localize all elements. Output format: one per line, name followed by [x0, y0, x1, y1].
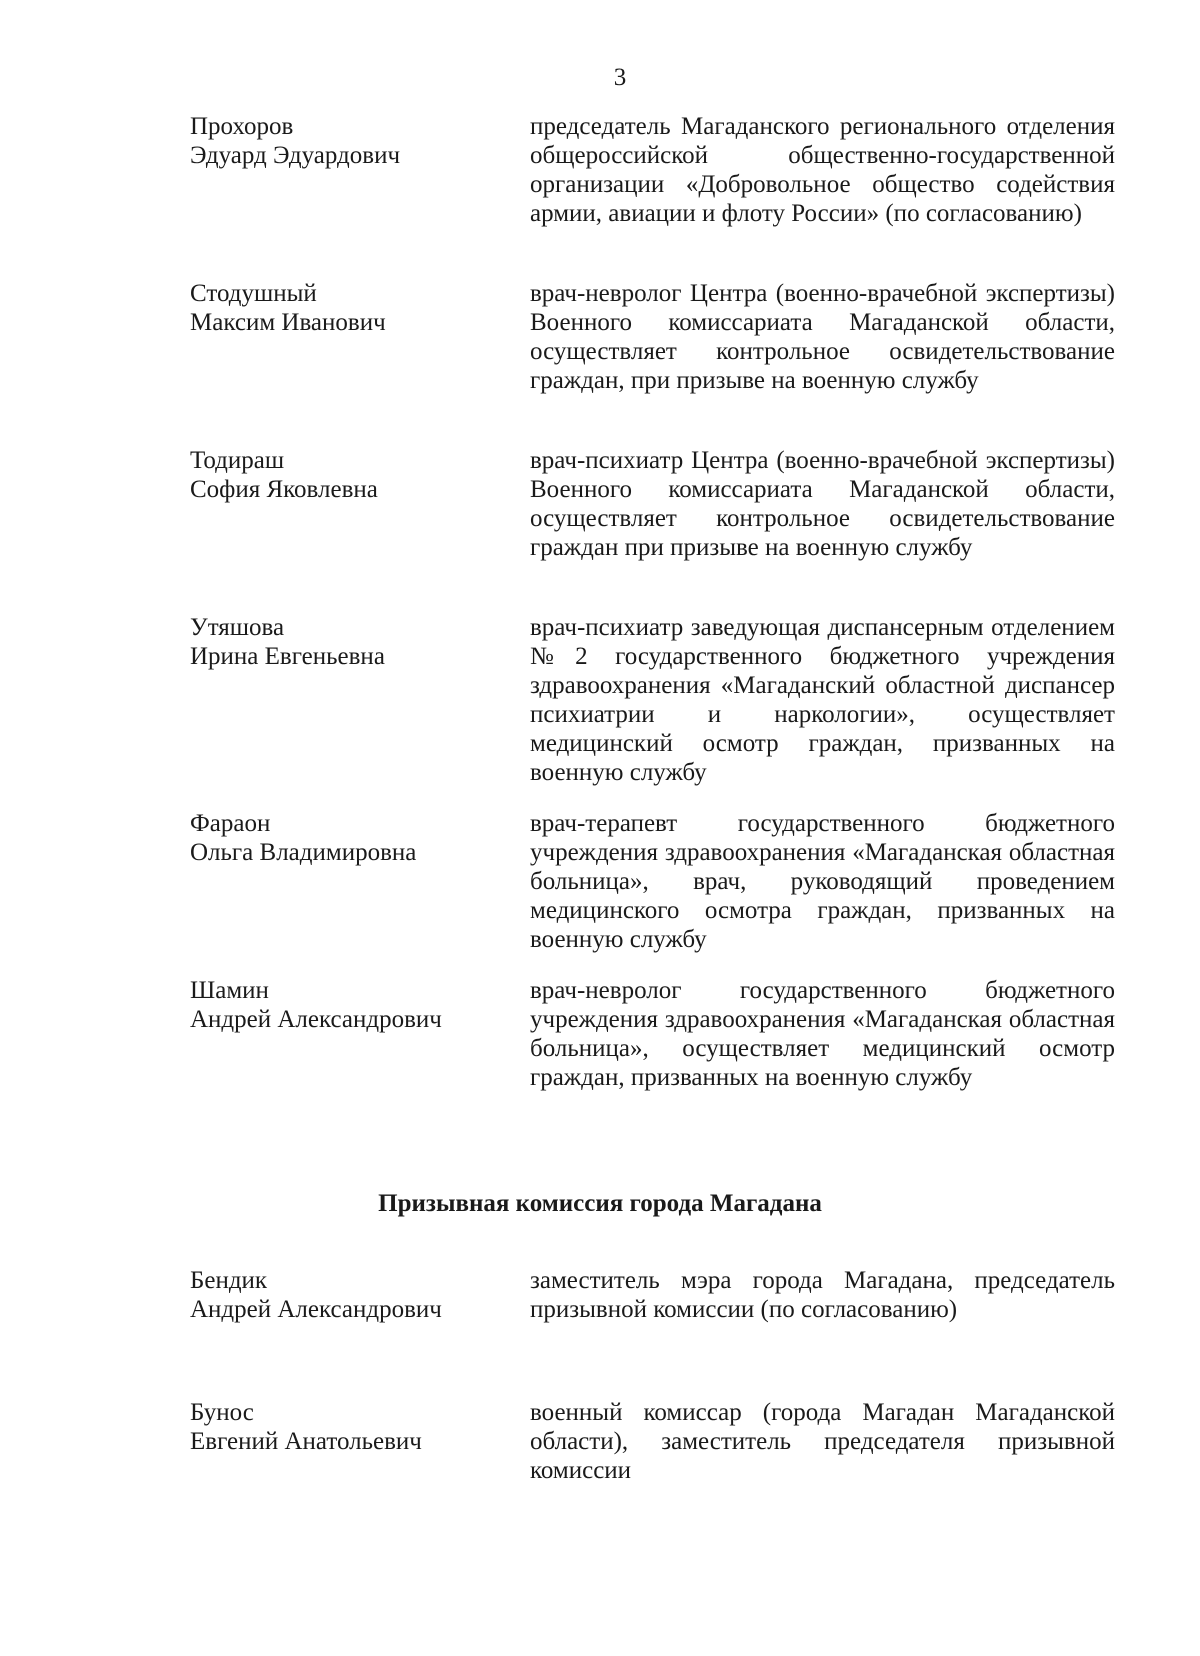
member-entry	[190, 976, 1115, 1136]
member-given-names: Ирина Евгеньевна	[190, 643, 385, 670]
member-given-names: Андрей Александрович	[190, 1296, 442, 1323]
member-entry	[190, 1266, 1115, 1398]
member-given-names: Евгений Анатольевич	[190, 1428, 422, 1455]
city-commission-members-list	[190, 1266, 1115, 1498]
commission-members-list	[190, 112, 1115, 1136]
member-entry	[190, 112, 1115, 279]
member-role: врач-невролог государственного бюджетного учреждения здравоохранения «Магаданская областная больница», осуществляет медицинский осмотр граждан, призванных на военную службу	[530, 977, 1115, 1091]
member-given-names: Ольга Владимировна	[190, 839, 417, 866]
member-name	[190, 613, 530, 809]
member-surname: Прохоров	[190, 113, 294, 140]
member-surname: Стодушный	[190, 280, 317, 307]
member-entry	[190, 279, 1115, 446]
member-entry	[190, 809, 1115, 976]
member-role: врач-терапевт государственного бюджетного учреждения здравоохранения «Магаданская областная больница», врач, руководящий проведением медицинского осмотра граждан, призванных на военную службу	[530, 810, 1115, 953]
member-name	[190, 279, 530, 446]
member-surname: Утяшова	[190, 614, 285, 641]
member-role: врач-психиатр заведующая диспансерным отделением №2 государственного бюджетного учреждения здравоохранения «Магаданский областной диспансер психиатрии и наркологии», осуществляет медицинский осмотр граждан, призванных на военную службу	[530, 614, 1115, 786]
member-name	[190, 112, 530, 279]
member-surname: Бендик	[190, 1267, 268, 1294]
member-name	[190, 976, 530, 1136]
member-given-names: Максим Иванович	[190, 309, 386, 336]
member-surname: Тодираш	[190, 447, 285, 474]
member-surname: Бунос	[190, 1399, 254, 1426]
member-role: врач-психиатр Центра (военно-врачебной экспертизы) Военного комиссариата Магаданской области, осуществляет контрольное освидетельствование граждан при призыве на военную службу	[530, 447, 1115, 561]
member-entry	[190, 446, 1115, 613]
member-entry	[190, 1398, 1115, 1498]
member-name	[190, 1266, 530, 1398]
member-name	[190, 1398, 530, 1498]
page-number: 3	[613, 64, 627, 91]
member-surname: Фараон	[190, 810, 271, 837]
member-role: военный комиссар (города Магадан Магаданской области), заместитель председателя призывной комиссии	[530, 1399, 1115, 1484]
member-given-names: Эдуард Эдуардович	[190, 142, 401, 169]
member-surname: Шамин	[190, 977, 269, 1004]
member-name	[190, 446, 530, 613]
member-role: врач-невролог Центра (военно-врачебной экспертизы) Военного комиссариата Магаданской области, осуществляет контрольное освидетельствование граждан, при призыве на военную службу	[530, 280, 1115, 394]
member-role: заместитель мэра города Магадана, председатель призывной комиссии (по согласованию)	[530, 1267, 1115, 1323]
member-role: председатель Магаданского регионального отделения общероссийской общественно-государственной организации «Добровольное общество содействия армии, авиации и флоту России» (по согласованию)	[530, 113, 1115, 227]
member-name	[190, 809, 530, 976]
member-given-names: София Яковлевна	[190, 476, 378, 503]
member-given-names: Андрей Александрович	[190, 1006, 442, 1033]
member-entry	[190, 613, 1115, 809]
section-title: Призывная комиссия города Магадана	[378, 1190, 822, 1217]
